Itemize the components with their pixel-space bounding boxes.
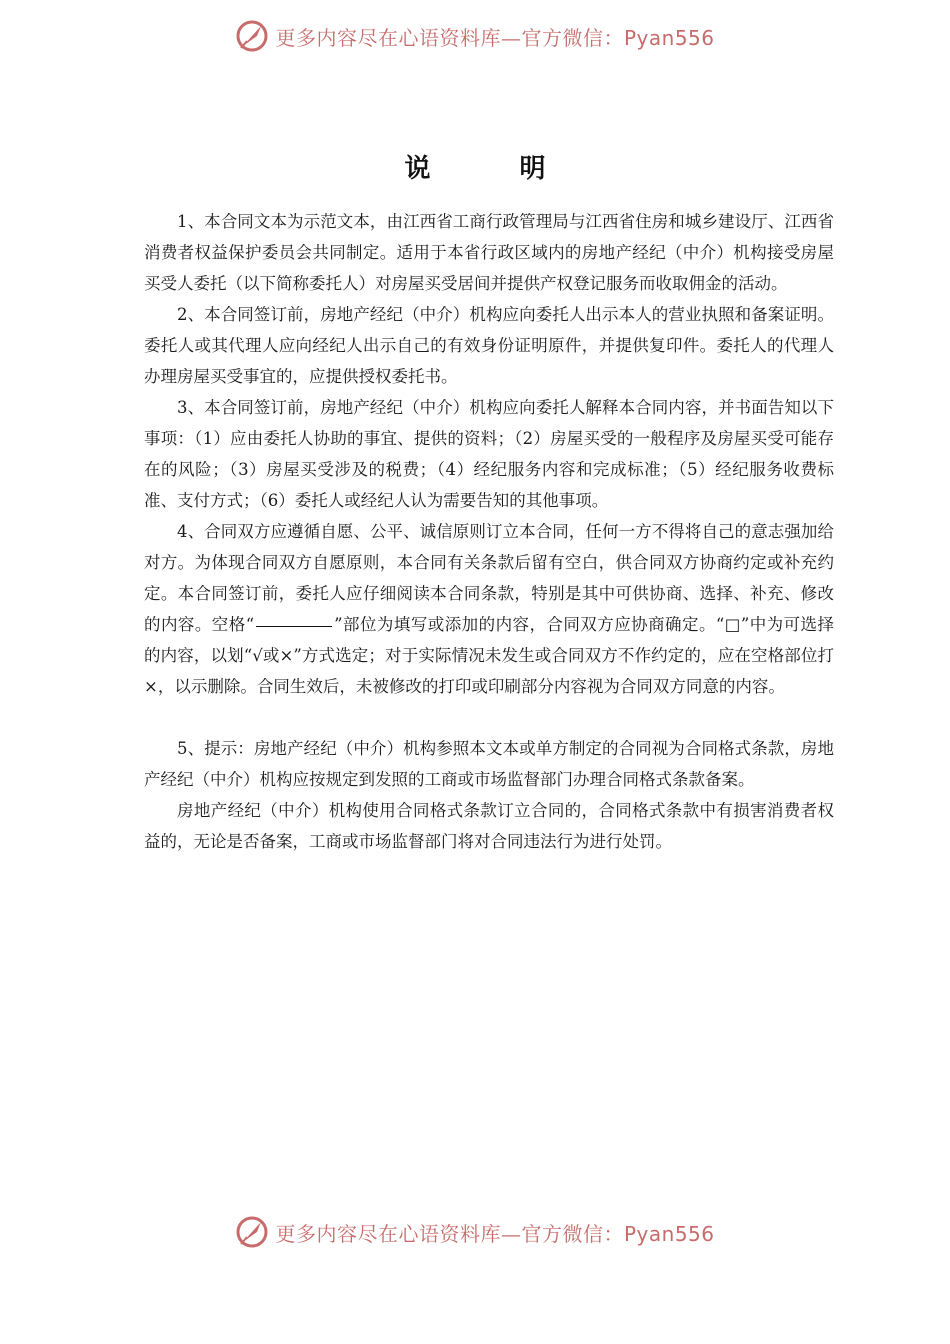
document-body	[144, 206, 834, 857]
quill-logo-icon	[235, 1215, 269, 1249]
paragraph-5: 5、提示：房地产经纪（中介）机构参照本文本或单方制定的合同视为合同格式条款，房地产经纪（中介）机构应按规定到发照的工商或市场监督部门办理合同格式条款备案。	[144, 739, 834, 789]
paragraph-4-part-a: 4、合同双方应遵循自愿、公平、诚信原则订立本合同，任何一方不得将自己的意志强加给对方。为体现合同双方自愿原则，本合同有关条款后留有空白，供合同双方协商约定或补充约定。本合同签订前，委托人应仔细阅读本合同条款，特别是其中可供协商、选择、补充、修改的内容。空格“	[144, 522, 834, 634]
paragraph-4-part-b: ”部位为填写或添加的内容，合同双方应协商确定。“□”中为可选择的内容，以划“√或×”方式选定；对于实际情况未发生或合同双方不作约定的，应在空格部位打×，以示删除。合同生效后，未被修改的打印或印刷部分内容视为合同双方同意的内容。	[144, 615, 834, 696]
paragraph-2: 2、本合同签订前，房地产经纪（中介）机构应向委托人出示本人的营业执照和备案证明。委托人或其代理人应向经纪人出示自己的有效身份证明原件，并提供复印件。委托人的代理人办理房屋买受事宜的，应提供授权委托书。	[144, 305, 834, 386]
banner-text	[275, 22, 714, 51]
paragraph-3: 3、本合同签订前，房地产经纪（中介）机构应向委托人解释本合同内容，并书面告知以下事项：（1）应由委托人协助的事宜、提供的资料；（2）房屋买受的一般程序及房屋买受可能存在的风险；（3）房屋买受涉及的税费；（4）经纪服务内容和完成标准；（5）经纪服务收费标准、支付方式；（6）委托人或经纪人认为需要告知的其他事项。	[144, 398, 834, 510]
banner-wechat-id: Pyan556	[623, 25, 715, 50]
fill-blank-underline	[256, 625, 332, 627]
banner-text	[275, 1218, 714, 1247]
paragraph-1: 1、本合同文本为示范文本，由江西省工商行政管理局与江西省住房和城乡建设厅、江西省消费者权益保护委员会共同制定。适用于本省行政区域内的房地产经纪（中介）机构接受房屋买受人委托（以下简称委托人）对房屋买受居间并提供产权登记服务而收取佣金的活动。	[144, 212, 834, 293]
page-title: 说 明	[404, 154, 586, 184]
quill-logo-icon	[235, 19, 269, 53]
footer-banner	[0, 1212, 950, 1252]
header-banner	[0, 16, 950, 56]
banner-slogan: 更多内容尽在心语资料库—官方微信：	[275, 1221, 624, 1246]
paragraph-4	[144, 516, 834, 702]
paragraph-6: 房地产经纪（中介）机构使用合同格式条款订立合同的，合同格式条款中有损害消费者权益的，无论是否备案，工商或市场监督部门将对合同违法行为进行处罚。	[144, 801, 834, 851]
banner-slogan: 更多内容尽在心语资料库—官方微信：	[275, 25, 624, 50]
banner-wechat-id: Pyan556	[623, 1221, 715, 1246]
